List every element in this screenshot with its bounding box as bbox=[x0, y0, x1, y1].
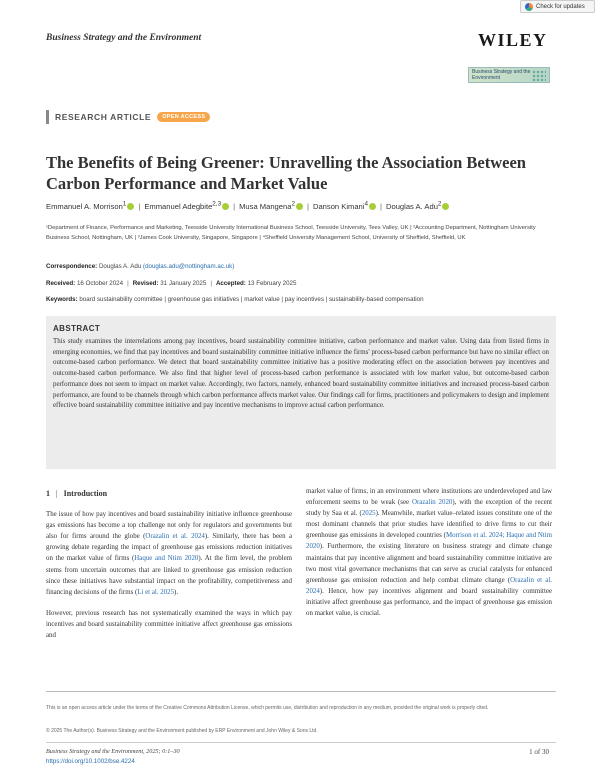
citation-link[interactable]: Orazalin et al. 2024 bbox=[306, 576, 552, 595]
intro-paragraph-2: However, previous research has not systematically examined the ways in which pay incentives and board sustainability committee initiative affect greenhouse gas emissions and bbox=[46, 609, 292, 640]
crossmark-icon bbox=[525, 3, 533, 11]
footer-divider bbox=[46, 691, 556, 692]
orcid-icon[interactable] bbox=[369, 203, 376, 210]
copyright-note: © 2025 The Author(s). Business Strategy and the Environment published by ERP Environment and John Wiley & Sons Ltd. bbox=[46, 728, 318, 734]
keywords: Keywords: board sustainability committee | greenhouse gas initiatives | market value | pay incentives | sustainability-based compensation bbox=[46, 296, 424, 303]
body-column-left bbox=[46, 488, 292, 651]
open-access-badge: OPEN ACCESS bbox=[157, 112, 210, 122]
footer-journal-reference: Business Strategy and the Environment, 2025; 0:1–30 bbox=[46, 748, 180, 755]
cover-pattern bbox=[532, 70, 546, 81]
article-type-label: RESEARCH ARTICLE bbox=[55, 112, 152, 122]
article-type-bar bbox=[46, 110, 49, 124]
article-dates: Received: 16 October 2024 | Revised: 31 January 2025 | Accepted: 13 February 2025 bbox=[46, 280, 297, 287]
orcid-icon[interactable] bbox=[127, 203, 134, 210]
page-number: 1 of 30 bbox=[529, 748, 549, 756]
section-heading-introduction: 1 | Introduction bbox=[46, 489, 108, 498]
check-updates-label: Check for updates bbox=[536, 3, 585, 10]
journal-cover-text: Business Strategy and the Environment bbox=[472, 69, 531, 81]
publisher-logo: WILEY bbox=[478, 30, 548, 50]
orcid-icon[interactable] bbox=[222, 203, 229, 210]
author-4[interactable]: Danson Kimani$^4$ bbox=[313, 202, 376, 211]
article-title: The Benefits of Being Greener: Unravelling the Association Between Carbon Performance and Market Value bbox=[46, 153, 526, 193]
author-5[interactable]: Douglas A. Adu$^2$ bbox=[386, 202, 449, 211]
footer-divider-bottom bbox=[46, 742, 556, 743]
citation-link[interactable]: 2025 bbox=[361, 510, 376, 518]
body-column-right bbox=[306, 486, 552, 629]
abstract-heading: ABSTRACT bbox=[53, 324, 101, 333]
author-list: Emmanuel A. Morrison$^1$ | Emmanuel Adegbite$^{2,3}$ | Musa Mangena$^2$ | Danson Kimani$^4$ | Douglas A. Adu$^2$ bbox=[46, 200, 556, 211]
abstract-box bbox=[46, 316, 556, 469]
journal-cover-thumbnail[interactable] bbox=[468, 67, 550, 83]
author-3[interactable]: Musa Mangena$^2$ bbox=[239, 202, 303, 211]
citation-link[interactable]: Orazalin et al. 2024 bbox=[145, 533, 205, 541]
citation-link[interactable]: Li et al. 2025 bbox=[137, 588, 175, 596]
intro-paragraph-3: market value of firms, in an environment where institutions are underdeveloped and law enforcement seems to be weak (see Orazalin 2020), with the exception of the recent study by Saa et al. (2025). Meanwhile, market value–related issues constitute one of the most dominant channels that prior studies have identified to drive firms to cut their greenhouse gas emissions in developed countries (Morrison et al. 2024; Haque and Ntim 2020). Furthermore, the existing literature on business strategy and climate change maintains that pay incentive alignment and board sustainability committee initiative are two most vital governance mechanisms that can serve as crucial catalysts for enhanced greenhouse gas emission reduction and help combat climate change (Orazalin et al. 2024). Hence, how pay incentives alignment and board sustainability committee initiative affect greenhouse gas performance, and the impact of greenhouse gas emission on market value, is crucial. bbox=[306, 488, 553, 618]
affiliations: ¹Department of Finance, Performance and Marketing, Teesside University International Business School, Teesside University, Tees Valley, UK | ²Accounting Department, Nottingham University Business School, Nottingham, UK | ³James Cook University, Singapore, Singapore | ⁴Sheffield University Management School, University of Sheffield, Sheffield, UK bbox=[46, 225, 536, 241]
check-for-updates-button[interactable] bbox=[520, 0, 595, 13]
author-2[interactable]: Emmanuel Adegbite$^{2,3}$ bbox=[144, 202, 229, 211]
orcid-icon[interactable] bbox=[296, 203, 303, 210]
citation-link[interactable]: Haque and Ntim 2020 bbox=[134, 555, 199, 563]
citation-link[interactable]: Morrison et al. 2024; Haque and Ntim 2020 bbox=[306, 532, 553, 551]
intro-paragraph-1: The issue of how pay incentives and board sustainability initiative influence greenhouse gas emissions has become a top challenge not only for regulators and governments but also for firms around the globe (Orazalin et al. 2024). Similarly, there has been a growing debate regarding the impact of greenhouse gas emissions reduction initiatives on the market value of firms (Haque and Ntim 2020). At the firm level, the problem stems from uncertain outcomes that are linked to greenhouse gas emission reduction since these initiatives have substantial impact on the profitability, competitiveness and financing decisions of the firms (Li et al. 2025). bbox=[46, 511, 293, 596]
article-type bbox=[46, 110, 210, 124]
correspondence: Correspondence: Douglas A. Adu (douglas.adu@nottingham.ac.uk) bbox=[46, 263, 235, 270]
correspondence-email-link[interactable]: (douglas.adu@nottingham.ac.uk) bbox=[143, 263, 235, 270]
journal-name: Business Strategy and the Environment bbox=[46, 33, 202, 43]
citation-link[interactable]: Orazalin 2020 bbox=[411, 499, 453, 507]
license-note: This is an open access article under the terms of the Creative Commons Attribution License, which permits use, distribution and reproduction in any medium, provided the original work is properly cited. bbox=[46, 705, 489, 711]
abstract-text: This study examines the interrelations among pay incentives, board sustainability committee initiative, carbon performance and market value. Using data from listed firms in emerging economies, we find that pay incentives and board sustainability committee initiative influence the firms' process-based carbon performance but have no similar effect on outcome-based carbon performance. We detect that board sustainability committee initiative has a positive moderating effect on the association between pay incentives and outcome-based carbon performance. We also find that higher level of process-based carbon performance is associated with low market value, but outcome-based carbon performance does not seem to impact on market value. Accordingly, two factors, namely, enhanced board sustainability committee initiatives and increased process-based carbon performance, are found to be channels through which carbon performance affects market value. Our findings call for firms, practitioners and policymakers to design and implement effective board sustainability committee initiative and pay incentive mechanisms to improve actual carbon performance. bbox=[53, 338, 550, 410]
author-1[interactable]: Emmanuel A. Morrison$^1$ bbox=[46, 202, 134, 211]
doi-link[interactable]: https://doi.org/10.1002/bse.4224 bbox=[46, 758, 135, 765]
orcid-icon[interactable] bbox=[442, 203, 449, 210]
